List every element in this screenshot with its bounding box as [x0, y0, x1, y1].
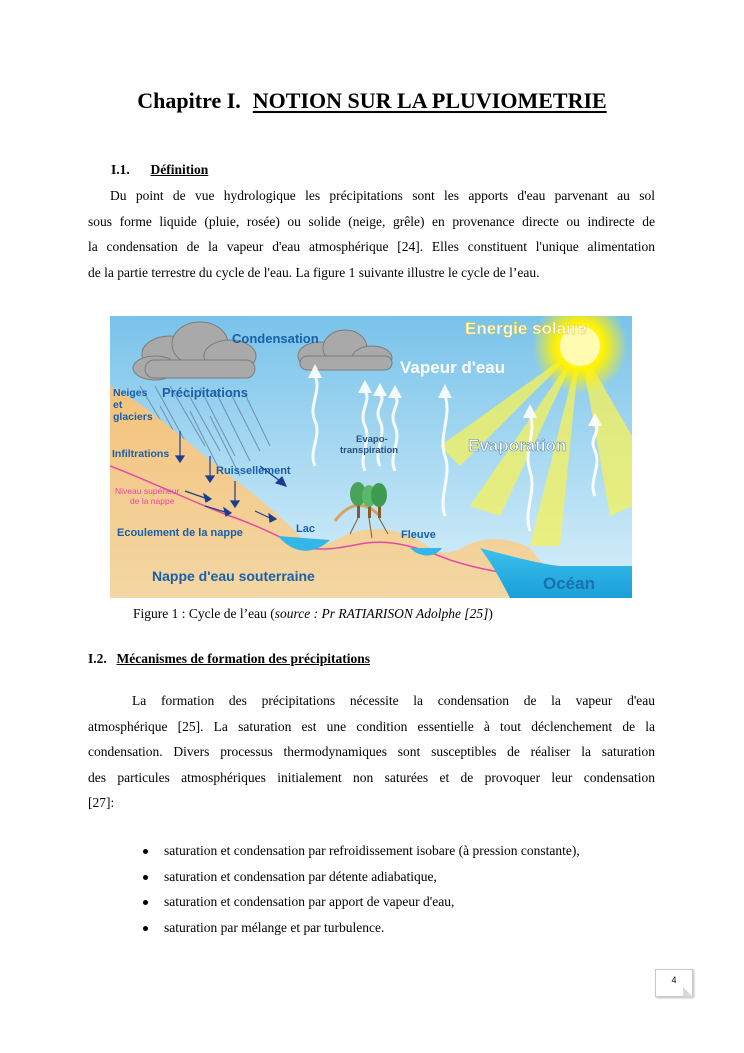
- label-ecoulement: Ecoulement de la nappe: [117, 527, 243, 539]
- section-title: Mécanismes de formation des précipitations: [116, 651, 370, 666]
- label-evapo-1: Evapo-: [356, 434, 388, 445]
- paragraph-line: Du point de vue hydrologique les précipitations sont les apports d'eau parvenant au sol: [110, 188, 655, 203]
- label-ruissellement: Ruissellement: [216, 465, 291, 477]
- label-fleuve: Fleuve: [401, 529, 436, 541]
- label-niveau-1: Niveau supérieur: [115, 486, 180, 496]
- list-item: saturation et condensation par refroidissement isobare (à pression constante),: [143, 838, 580, 864]
- label-evaporation: Evaporation: [468, 436, 567, 455]
- label-energie-solaire: Energie solaire: [465, 319, 587, 338]
- section-heading-mecanismes: [88, 651, 370, 667]
- chapter-label: Chapitre I.: [137, 88, 241, 113]
- chapter-name: NOTION SUR LA PLUVIOMETRIE: [252, 88, 607, 113]
- label-condensation: Condensation: [232, 331, 319, 346]
- label-nappe: Nappe d'eau souterraine: [152, 568, 315, 584]
- paragraph-line: des particules atmosphériques initialement non saturées et de provoquer leur condensation: [88, 769, 655, 785]
- paragraph-line: atmosphérique [25]. La saturation est une condition essentielle à tout déclenchement de la: [88, 718, 655, 734]
- paragraph-line: [27]:: [88, 795, 115, 810]
- paragraph-line: de la partie terrestre du cycle de l'eau. La figure 1 suivante illustre le cycle de l’eau.: [88, 264, 540, 280]
- label-glaciers: glaciers: [113, 411, 153, 423]
- chapter-title: [0, 88, 744, 114]
- figure-caption: [133, 606, 493, 622]
- page-number: 4: [671, 975, 677, 985]
- label-precipitations: Précipitations: [162, 385, 248, 400]
- section-heading-definition: [111, 162, 208, 178]
- page-number-box: [655, 969, 693, 997]
- processes-list: [143, 838, 580, 940]
- label-evapo-2: transpiration: [340, 445, 399, 456]
- water-cycle-figure: [110, 316, 632, 598]
- list-item: saturation par mélange et par turbulence.: [143, 915, 580, 941]
- label-neiges: Neiges: [113, 387, 148, 399]
- water-cycle-illustration: [110, 316, 632, 598]
- paragraph-line: La formation des précipitations nécessite la condensation de la vapeur d'eau: [132, 693, 655, 708]
- caption-suffix: ): [488, 606, 493, 621]
- mecanismes-paragraph: [88, 688, 655, 816]
- label-et: et: [113, 399, 123, 411]
- section-title: Définition: [150, 162, 209, 177]
- paragraph-line: la condensation de la vapeur d'eau atmosphérique [24]. Elles constituent l'unique alimentation: [88, 239, 655, 254]
- page-fold-icon: [683, 987, 693, 997]
- list-item: saturation et condensation par apport de vapeur d'eau,: [143, 889, 580, 915]
- section-number: I.1.: [111, 162, 130, 177]
- paragraph-line: sous forme liquide (pluie, rosée) ou solide (neige, grêle) en provenance directe ou indirecte de: [88, 213, 655, 229]
- section-number: I.2.: [88, 651, 107, 666]
- caption-prefix: Figure 1 : Cycle de l’eau (: [133, 606, 275, 621]
- label-ocean: Océan: [543, 574, 595, 593]
- label-niveau-2: de la nappe: [130, 496, 175, 506]
- label-vapeur: Vapeur d'eau: [400, 358, 506, 377]
- caption-source: source : Pr RATIARISON Adolphe [25]: [274, 606, 489, 621]
- list-item: saturation et condensation par détente adiabatique,: [143, 864, 580, 890]
- paragraph-line: condensation. Divers processus thermodynamiques sont susceptibles de réaliser la saturation: [88, 744, 655, 759]
- label-infiltrations: Infiltrations: [112, 448, 170, 460]
- label-lac: Lac: [296, 523, 315, 535]
- definition-paragraph: [88, 183, 655, 285]
